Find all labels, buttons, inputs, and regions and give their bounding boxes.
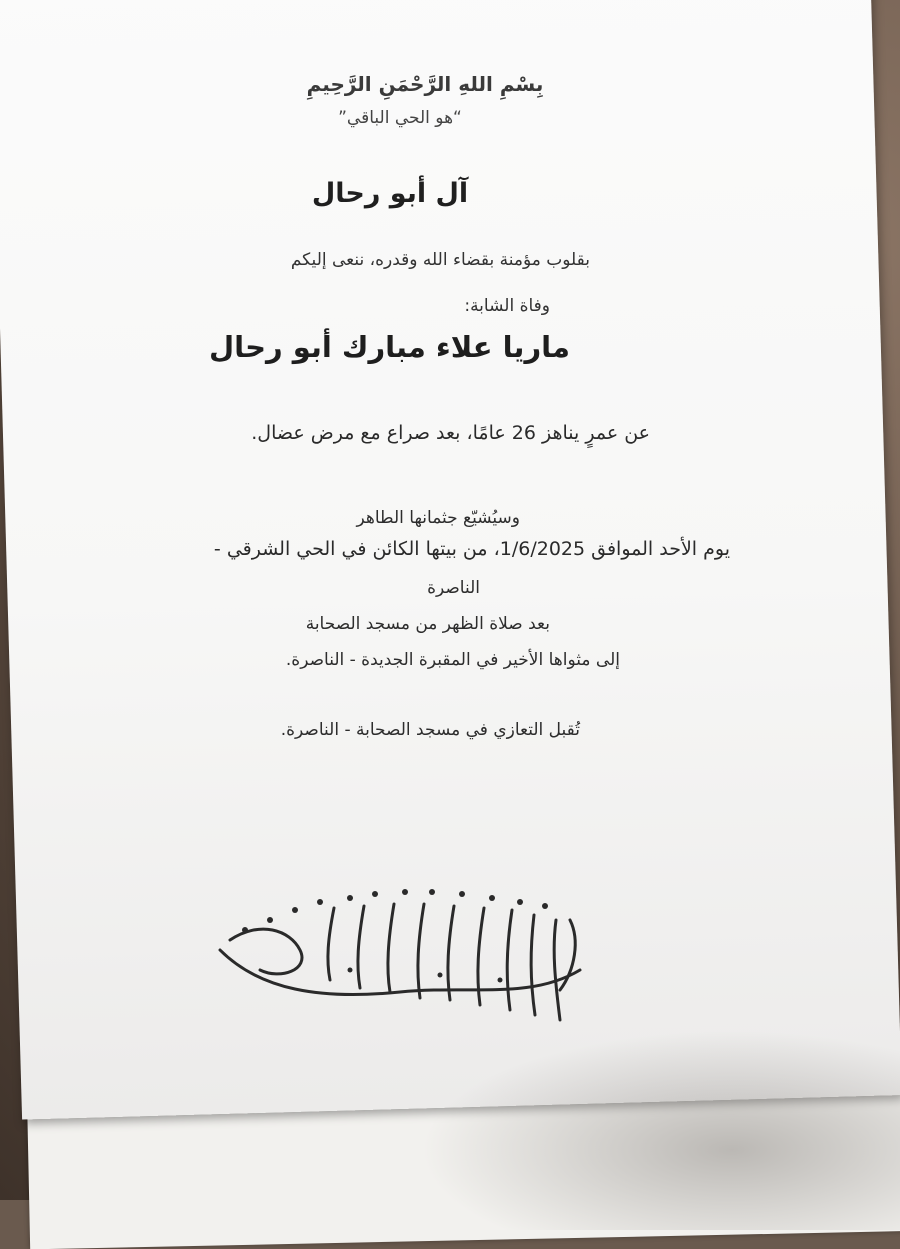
intro-line: بقلوب مؤمنة بقضاء الله وقدره، ننعى إليكم [290, 250, 590, 270]
basmala-heading: بِسْمِ اللهِ الرَّحْمَنِ الرَّحِيمِ [306, 72, 544, 96]
quran-calligraphy [200, 880, 600, 1030]
city-line: الناصرة [427, 578, 480, 598]
prayer-line: بعد صلاة الظهر من مسجد الصحابة [305, 614, 550, 634]
deceased-name: ماريا علاء مبارك أبو رحال [209, 330, 570, 364]
death-of-label: وفاة الشابة: [464, 296, 550, 316]
burial-line: إلى مثواها الأخير في المقبرة الجديدة - الناصرة. [285, 650, 620, 670]
calligraphy-artwork [200, 880, 600, 1030]
condolences-line: تُقبل التعازي في مسجد الصحابة - الناصرة. [280, 720, 580, 740]
huwa-al-hayy-line: “هو الحي الباقي” [338, 108, 462, 128]
date-location-line: يوم الأحد الموافق 1/6/2025، من بيتها الكائن في الحي الشرقي - [213, 538, 730, 560]
age-line: عن عمرٍ يناهز 26 عامًا، بعد صراع مع مرض عضال. [251, 422, 650, 444]
family-name-heading: آل أبو رحال [311, 178, 469, 209]
funeral-line: وسيُشيّع جثمانها الطاهر [356, 508, 520, 528]
